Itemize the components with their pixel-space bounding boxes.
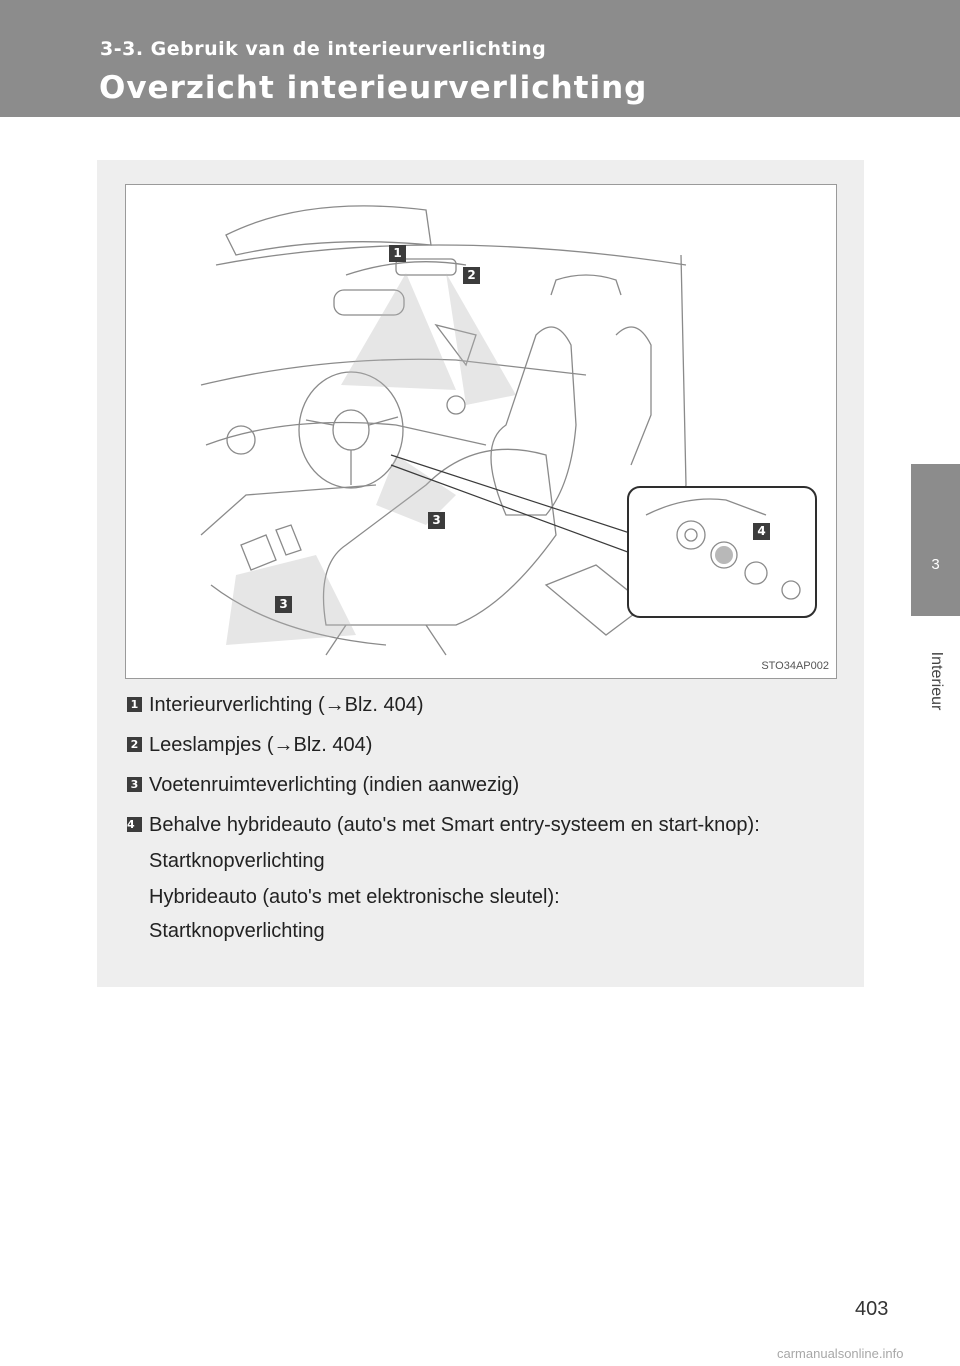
callout-4: 4 bbox=[753, 523, 770, 540]
legend-item bbox=[127, 688, 827, 722]
chapter-label-text: Interieur bbox=[928, 651, 945, 711]
section-label: 3-3. Gebruik van de interieurverlichting bbox=[100, 38, 547, 60]
legend-item bbox=[127, 728, 827, 762]
callout-2: 2 bbox=[463, 267, 480, 284]
callout-1: 1 bbox=[389, 245, 406, 262]
legend-item bbox=[127, 768, 827, 802]
legend-text: Voetenruimteverlichting (indien aanwezig) bbox=[149, 774, 520, 796]
legend-number-4: 4 bbox=[127, 817, 142, 832]
legend-number-1: 1 bbox=[127, 697, 142, 712]
legend-item bbox=[127, 808, 827, 948]
page-title: Overzicht interieurverlichting bbox=[99, 70, 648, 106]
callout-3-lower: 3 bbox=[275, 596, 292, 613]
legend-text: Leeslampjes (→Blz. 404) bbox=[149, 734, 373, 756]
legend-text: Interieurverlichting (→Blz. 404) bbox=[149, 694, 424, 716]
callout-3-upper: 3 bbox=[428, 512, 445, 529]
legend-subline: Hybrideauto (auto's met elektronische sleutel): bbox=[149, 886, 560, 908]
legend-number-2: 2 bbox=[127, 737, 142, 752]
chapter-label bbox=[916, 636, 956, 726]
watermark: carmanualsonline.info bbox=[777, 1346, 904, 1361]
legend-text: Behalve hybrideauto (auto's met Smart entry-systeem en start-knop): bbox=[149, 814, 760, 836]
legend-subline: Startknopverlichting bbox=[149, 850, 325, 872]
chapter-tab bbox=[911, 464, 960, 616]
car-interior-drawing bbox=[126, 185, 836, 678]
figure-code: STO34AP002 bbox=[761, 660, 829, 672]
chapter-number: 3 bbox=[931, 556, 940, 573]
legend-list bbox=[127, 688, 827, 954]
legend-number-3: 3 bbox=[127, 777, 142, 792]
page-number: 403 bbox=[855, 1298, 889, 1320]
interior-illustration bbox=[125, 184, 837, 679]
page-header bbox=[0, 0, 960, 117]
legend-subline: Startknopverlichting bbox=[149, 920, 325, 942]
